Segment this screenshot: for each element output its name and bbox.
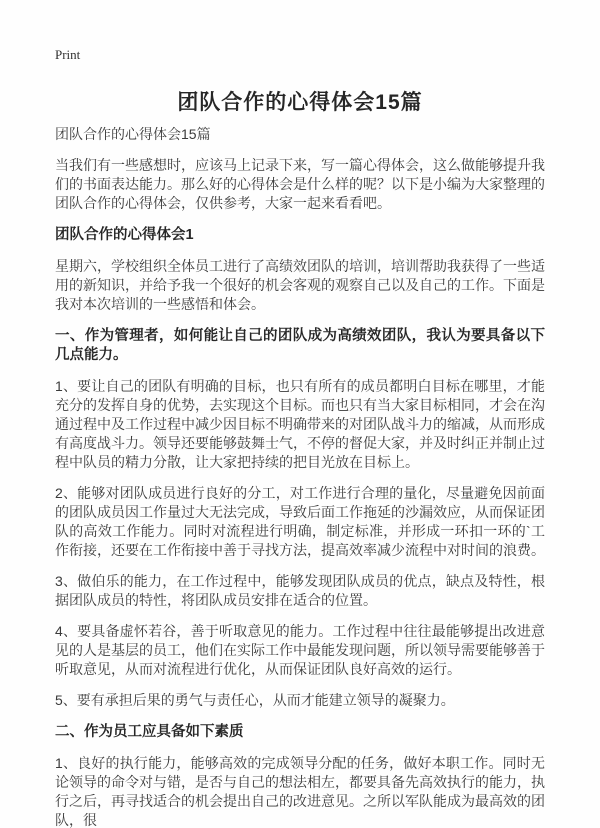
section-heading-employee: 二、作为员工应具备如下素质 [55, 724, 244, 740]
paragraph-point-5: 5、要有承担后果的勇气与责任心，从而才能建立领导的凝聚力。 [55, 692, 455, 708]
paragraph-point-3: 3、做伯乐的能力，在工作过程中，能够发现团队成员的优点，缺点及特性，根据团队成员的特性，将团队成员安排在适合的位置。 [55, 573, 545, 608]
article-body [55, 156, 545, 828]
section-heading-essay1: 团队合作的心得体会1 [55, 227, 194, 243]
page-title: 团队合作的心得体会15篇 [177, 91, 423, 114]
paragraph-point-1: 1、要让自己的团队有明确的目标，也只有所有的成员都明白目标在哪里，才能充分的发挥自身的优势，去实现这个目标。而也只有当大家目标相同，才会在沟通过程中及工作过程中减少因目标不明确带来的对团队战斗力的缩减，从而形成有高度战斗力。领导还要能够鼓舞士气，不停的督促大家，并及时纠正并制止过程中队员的精力分散，让大家把持续的把目光放在目标上。 [55, 378, 545, 470]
print-link[interactable]: Print [55, 47, 81, 62]
paragraph-point-4: 4、要具备虚怀若谷，善于听取意见的能力。工作过程中往往最能够提出改进意见的人是基层的员工，他们在实际工作中最能发现问题，所以领导需要能够善于听取意见，从而对流程进行优化，从而保证团队良好高效的运行。 [55, 623, 545, 677]
section-heading-manager: 一、作为管理者，如何能让自己的团队成为高绩效团队，我认为要具备以下几点能力。 [55, 328, 545, 363]
paragraph-employee-1: 1、良好的执行能力，能够高效的完成领导分配的任务，做好本职工作。同时无论领导的命令对与错，是否与自己的想法相左，都要具备先高效执行的能力，执行之后，再寻找适合的机会提出自己的改进意见。之所以军队能成为最高效的团队，很 [55, 755, 545, 828]
doc-subtitle: 团队合作的心得体会15篇 [55, 126, 211, 142]
paragraph-point-2: 2、能够对团队成员进行良好的分工，对工作进行合理的量化，尽量避免因前面的团队成员因工作量过大无法完成，导致后面工作拖延的沙漏效应，从而保证团队的高效工作能力。同时对流程进行明确，制定标准，并形成一环扣一环的`工作衔接，还要在工作衔接中善于寻找方法，提高效率减少流程中对时间的浪费。 [55, 485, 545, 558]
intro-paragraph: 当我们有一些感想时，应该马上记录下来，写一篇心得体会，这么做能够提升我们的书面表达能力。那么好的心得体会是什么样的呢？以下是小编为大家整理的团队合作的心得体会，仅供参考，大家一起来看看吧。 [55, 157, 545, 211]
paragraph-training: 星期六，学校组织全体员工进行了高绩效团队的培训，培训帮助我获得了一些适用的新知识，并给予我一个很好的机会客观的观察自己以及自己的工作。下面是我对本次培训的一些感悟和体会。 [55, 258, 545, 312]
